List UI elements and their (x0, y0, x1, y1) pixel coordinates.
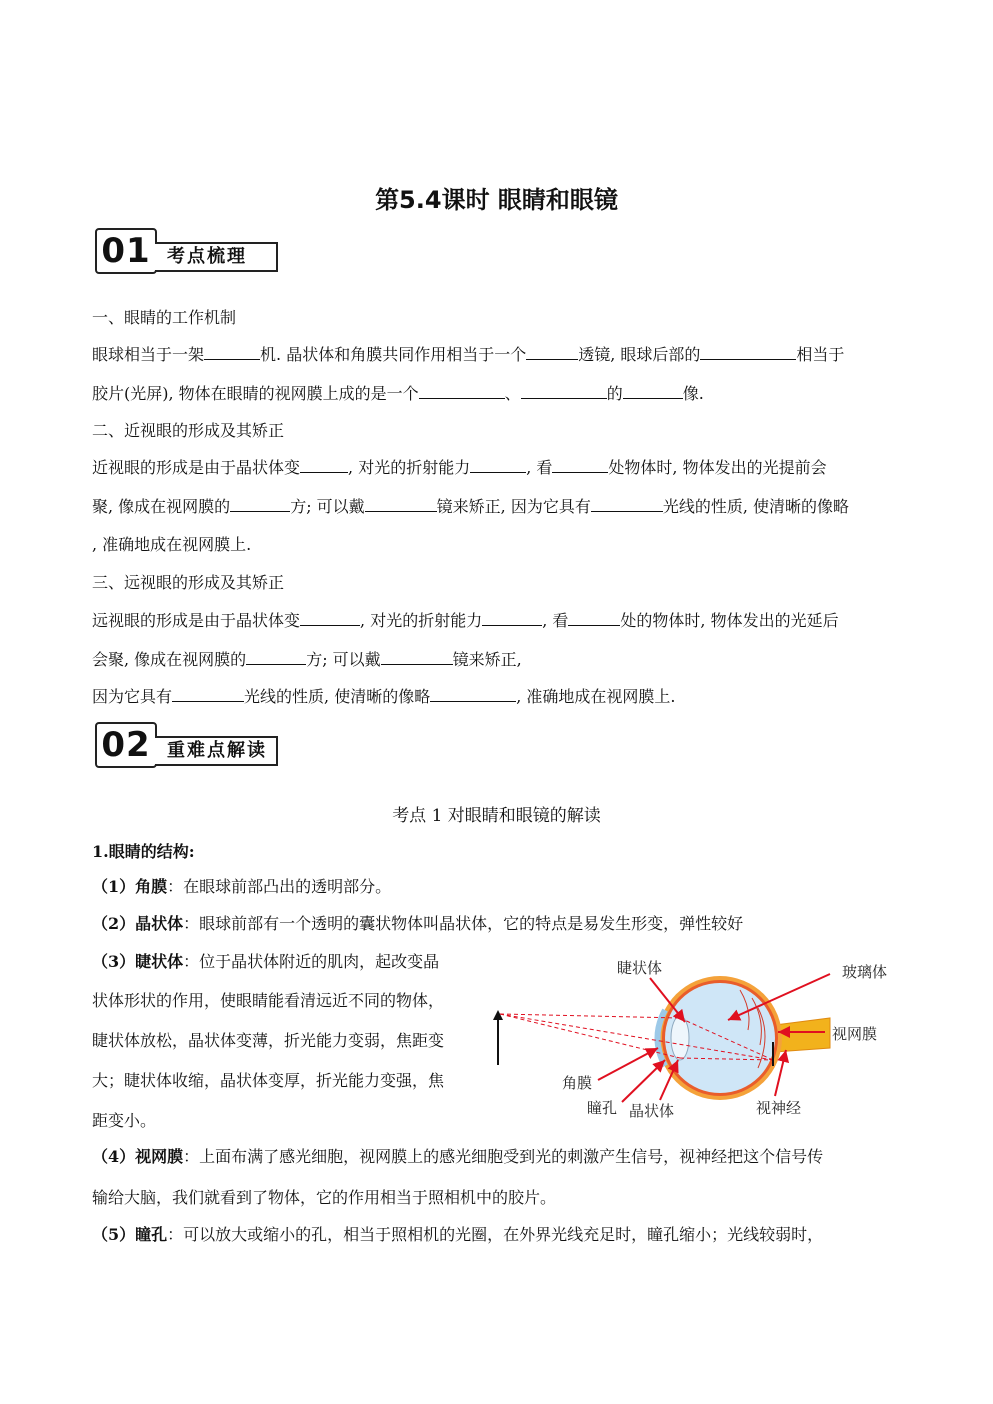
badge-number: 01 (95, 228, 157, 274)
item-pupil: （5）瞳孔：可以放大或缩小的孔，相当于照相机的光圈，在外界光线充足时，瞳孔缩小；光线较弱时， (92, 1225, 824, 1244)
label-retina: 视网膜 (832, 1025, 878, 1043)
lens-icon (671, 1016, 689, 1060)
label-pupil: 瞳孔 (587, 1099, 618, 1117)
item-ciliary-line3: 睫状体放松，晶状体变薄，折光能力变弱，焦距变 (92, 1031, 445, 1050)
eye-diagram (490, 950, 910, 1130)
section2-heading: 二、近视眼的形成及其矫正 (92, 421, 285, 440)
section3-line3: 因为它具有 光线的性质, 使清晰的像略 , 准确地成在视网膜上. (92, 687, 676, 706)
item-ciliary-line5: 距变小。 (92, 1111, 157, 1130)
object-arrow-head (493, 1010, 503, 1020)
item-cornea: （1）角膜：在眼球前部凸出的透明部分。 (92, 877, 392, 896)
item-lens: （2）晶状体：眼球前部有一个透明的囊状物体叫晶状体，它的特点是易发生形变，弹性较好 (92, 914, 744, 933)
badge-number: 02 (95, 722, 157, 768)
badge-label: 考点梳理 (155, 242, 278, 272)
section1-line2: 胶片(光屏), 物体在眼睛的视网膜上成的是一个 、 的 像. (92, 384, 704, 403)
pointer-pupil (622, 1060, 665, 1102)
badge-label: 重难点解读 (155, 736, 278, 766)
label-nerve: 视神经 (756, 1099, 802, 1117)
structure-heading: 1.眼睛的结构: (92, 842, 195, 861)
page-title: 第5.4课时 眼睛和眼镜 (375, 186, 618, 214)
section2-line1: 近视眼的形成是由于晶状体变 , 对光的折射能力 , 看 处物体时, 物体发出的光提前会 (92, 458, 827, 477)
section-badge-01 (95, 228, 281, 272)
label-cornea: 角膜 (562, 1074, 593, 1092)
section3-heading: 三、远视眼的形成及其矫正 (92, 573, 285, 592)
section3-line1: 远视眼的形成是由于晶状体变 , 对光的折射能力 , 看 处的物体时, 物体发出的光延后 (92, 611, 839, 630)
ray-2 (500, 1014, 680, 1018)
item-retina-line2: 输给大脑，我们就看到了物体，它的作用相当于照相机中的胶片。 (92, 1188, 557, 1207)
optic-nerve-shape (775, 1018, 830, 1052)
label-ciliary: 睫状体 (617, 959, 663, 977)
section2-line2: 聚, 像成在视网膜的 方; 可以戴 镜来矫正, 因为它具有 光线的性质, 使清晰的像略 (92, 497, 850, 516)
section-badge-02 (95, 722, 281, 766)
item-retina: （4）视网膜：上面布满了感光细胞，视网膜上的感光细胞受到光的刺激产生信号，视神经把这个信号传 (92, 1147, 824, 1166)
kaodian-title: 考点 1 对眼睛和眼镜的解读 (392, 806, 601, 826)
item-ciliary-line2: 状体形状的作用，使眼睛能看清远近不同的物体， (92, 991, 445, 1010)
section2-line3: , 准确地成在视网膜上. (92, 535, 252, 554)
section3-line2: 会聚, 像成在视网膜的 方; 可以戴 镜来矫正, (92, 650, 522, 669)
section1-heading: 一、眼睛的工作机制 (92, 308, 237, 327)
label-lens: 晶状体 (629, 1102, 675, 1120)
item-ciliary: （3）睫状体：位于晶状体附近的肌肉，起改变晶 (92, 952, 440, 971)
section1-line1: 眼球相当于一架 机. 晶状体和角膜共同作用相当于一个 透镜, 眼球后部的 相当于 (92, 345, 845, 364)
label-vitreous: 玻璃体 (842, 963, 888, 981)
item-ciliary-line4: 大；睫状体收缩，晶状体变厚，折光能力变强，焦 (92, 1071, 445, 1090)
